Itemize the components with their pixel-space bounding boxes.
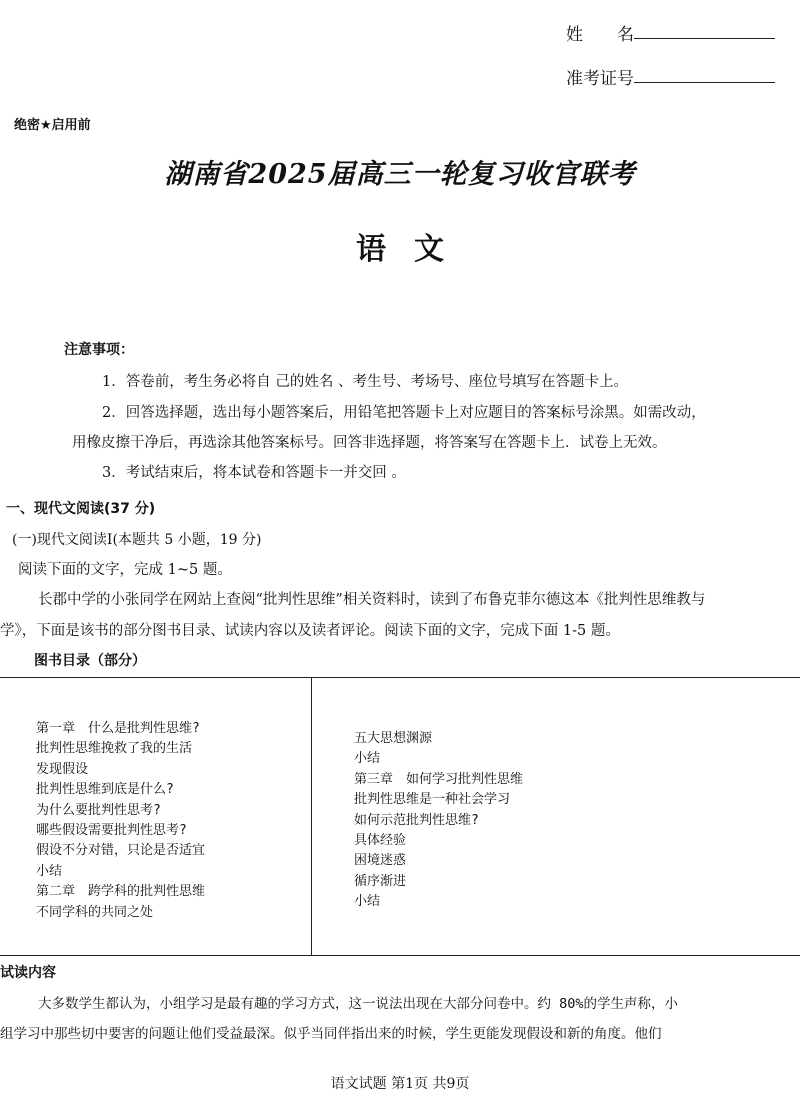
toc-item: 困境迷惑 — [354, 853, 407, 869]
section-intro-line-2: 学》，下面是该书的部分图书目录、试读内容以及读者评论。阅读下面的文字，完成下面 1-5 题。 — [0, 623, 620, 639]
name-underline — [634, 38, 775, 39]
toc-item: 循序渐进 — [354, 873, 407, 889]
notice-item-2-cont: 用橡皮擦干净后，再选涂其他答案标号。回答非选择题，将答案写在答题卡上．试卷上无效。 — [72, 435, 667, 451]
toc-right-column — [354, 729, 523, 913]
subject-title: 语文 — [356, 232, 472, 267]
toc-item: 五大思想渊源 — [354, 731, 433, 746]
notice-item-2: 2．回答选择题，选出每小题答案后，用铅笔把答题卡上对应题目的答案标号涂黑。如需改动， — [102, 405, 706, 421]
reading-line-1: 大多数学生都认为，小组学习是最有趣的学习方式，这一说法出现在大部分问卷中。约 80%的学生声称，小 — [38, 996, 679, 1012]
section-title: 一、现代文阅读(37 分) — [6, 501, 156, 517]
toc-item: 小结 — [354, 751, 381, 767]
exam-title: 湖南省2025届高三一轮复习收官联考 — [164, 159, 636, 190]
toc-item: 假设不分对错，只论是否适宜 — [36, 843, 206, 859]
page-footer: 语文试题 第1页 共9页 — [330, 1076, 470, 1092]
toc-item: 不同学科的共同之处 — [36, 904, 154, 920]
toc-box-bottom-border — [0, 955, 800, 956]
toc-item: 批判性思维挽救了我的生活 — [36, 741, 193, 757]
toc-item: 第二章 跨学科的批判性思维 — [36, 884, 206, 900]
notice-title: 注意事项： — [64, 342, 134, 358]
toc-item: 发现假设 — [36, 761, 89, 777]
toc-item: 第一章 什么是批判性思维? — [36, 721, 200, 736]
toc-box-top-border — [0, 677, 800, 678]
toc-left-column — [36, 719, 205, 923]
section-subtitle: (一)现代文阅读Ⅰ(本题共 5 小题，19 分) — [12, 532, 262, 548]
section-intro-line-1: 长郡中学的小张同学在网站上查阅“批判性思维”相关资料时，读到了布鲁克菲尔德这本《批判性思维教与 — [38, 592, 706, 608]
notice-item-1: 1．答卷前，考生务必将自 己的姓名 、考生号、考场号、座位号填写在答题卡上。 — [102, 374, 628, 390]
toc-item: 批判性思维是一种社会学习 — [354, 792, 511, 808]
toc-item: 小结 — [354, 894, 381, 910]
toc-item: 如何示范批判性思维? — [354, 812, 479, 828]
toc-item: 批判性思维到底是什么? — [36, 782, 174, 798]
toc-item: 第三章 如何学习批判性思维 — [354, 771, 524, 787]
exam-id-underline — [634, 82, 775, 83]
toc-item: 哪些假设需要批判性思考? — [36, 823, 187, 839]
toc-heading: 图书目录（部分） — [34, 653, 146, 669]
toc-item: 具体经验 — [354, 833, 407, 849]
toc-item: 为什么要批判性思考? — [36, 802, 161, 818]
name-label: 姓 名 — [566, 25, 634, 45]
secret-mark: 绝密★启用前 — [14, 118, 91, 133]
notice-item-3: 3．考试结束后，将本试卷和答题卡一并交回 。 — [102, 465, 406, 481]
toc-column-divider — [311, 677, 312, 956]
exam-id-label: 准考证号 — [566, 69, 634, 89]
toc-item: 小结 — [36, 863, 63, 879]
reading-line-2: 组学习中那些切中要害的问题让他们受益最深。似乎当同伴指出来的时候，学生更能发现假设和新的角度。他们 — [0, 1026, 662, 1042]
reading-heading: 试读内容 — [0, 965, 56, 981]
section-instruction: 阅读下面的文字，完成 1~5 题。 — [18, 562, 232, 578]
